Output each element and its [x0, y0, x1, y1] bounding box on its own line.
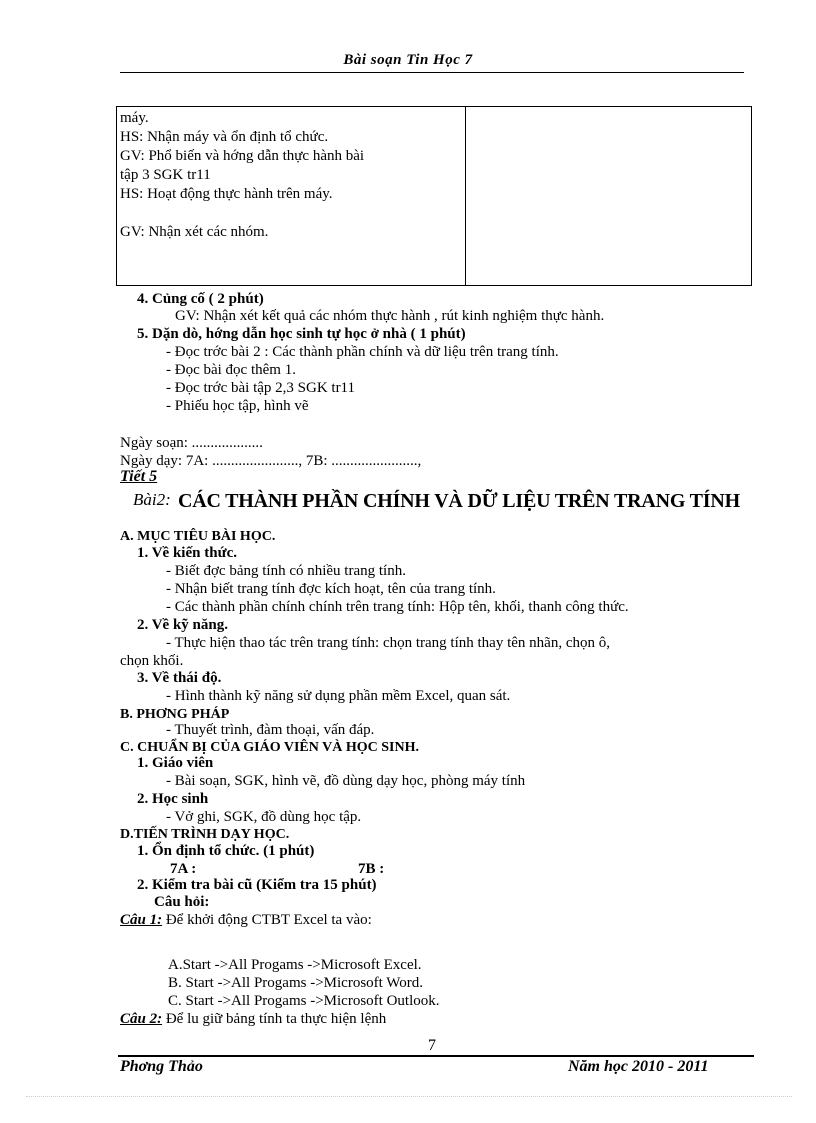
- partA-title: A. MỤC TIÊU BÀI HỌC.: [120, 529, 276, 544]
- class-7b: 7B :: [358, 861, 385, 877]
- tiet-label: Tiết 5: [120, 468, 158, 485]
- question-2: [120, 1010, 386, 1028]
- footer-year: Năm học 2010 - 2011: [568, 1058, 709, 1075]
- question-2-label: Câu 2:: [120, 1011, 163, 1027]
- ngay-soan: Ngày soạn: ...................: [120, 435, 263, 451]
- section5-item: - Đọc bài đọc thêm 1.: [166, 362, 296, 378]
- section5-item: - Phiếu học tập, hình vẽ: [166, 398, 309, 414]
- section4-title: 4. Củng cố ( 2 phút): [137, 291, 264, 307]
- header-rule: [120, 72, 744, 73]
- section5-item: - Đọc trớc bài 2 : Các thành phần chính và dữ liệu trên trang tính.: [166, 344, 559, 360]
- table-line: GV: Phổ biến và hớng dẫn thực hành bài: [120, 148, 365, 164]
- partD-title: D.TIẾN TRÌNH DẠY HỌC.: [120, 827, 290, 842]
- section4-line: GV: Nhận xét kết quả các nhóm thực hành , rút kinh nghiệm thực hành.: [175, 308, 605, 324]
- partA-s1-item: - Biết đợc bảng tính có nhiều trang tính.: [166, 563, 406, 579]
- partA-s2-line: chọn khối.: [120, 653, 184, 669]
- table-line: tập 3 SGK tr11: [120, 167, 211, 183]
- partA-s2-title: 2. Về kỹ năng.: [137, 617, 228, 633]
- ngay-day: Ngày dạy: 7A: ......................., 7B: .......................,: [120, 453, 422, 469]
- lesson-title: CÁC THÀNH PHẦN CHÍNH VÀ DỮ LIỆU TRÊN TRANG TÍNH: [178, 490, 740, 512]
- question-1: [120, 911, 372, 929]
- partB-title: B. PHƠNG PHÁP: [120, 707, 230, 722]
- table-column-divider: [465, 107, 466, 285]
- partA-s1-item: - Nhận biết trang tính đợc kích hoạt, tên của trang tính.: [166, 581, 496, 597]
- question-1-option: C. Start ->All Progams ->Microsoft Outlook.: [168, 993, 440, 1009]
- partC-s1-title: 1. Giáo viên: [137, 755, 214, 771]
- table-line: GV: Nhận xét các nhóm.: [120, 224, 269, 240]
- partC-title: C. CHUẨN BỊ CỦA GIÁO VIÊN VÀ HỌC SINH.: [120, 740, 419, 755]
- table-line: HS: Hoạt động thực hành trên máy.: [120, 186, 333, 202]
- page-number: 7: [428, 1037, 436, 1054]
- partC-s2-item: - Vở ghi, SGK, đồ dùng học tập.: [166, 809, 362, 825]
- partA-s1-item: - Các thành phần chính chính trên trang tính: Hộp tên, khối, thanh công thức.: [166, 599, 629, 615]
- table-line: HS: Nhận máy và ổn định tổ chức.: [120, 129, 329, 145]
- lesson-label: Bài2:: [133, 490, 171, 509]
- partA-s2-line: - Thực hiện thao tác trên trang tính: chọn trang tính thay tên nhãn, chọn ô,: [166, 635, 610, 651]
- partA-s1-title: 1. Về kiến thức.: [137, 545, 237, 561]
- footer-author: Phơng Thảo: [120, 1058, 203, 1075]
- partA-s3-item: - Hình thành kỹ năng sử dụng phần mềm Excel, quan sát.: [166, 688, 511, 704]
- class-7a: 7A :: [170, 861, 197, 877]
- questions-label: Câu hỏi:: [154, 894, 210, 910]
- partC-s2-title: 2. Học sinh: [137, 791, 209, 807]
- table-left-cell: [120, 109, 460, 242]
- partB-item: - Thuyết trình, đàm thoại, vấn đáp.: [166, 722, 375, 738]
- partA-s3-title: 3. Về thái độ.: [137, 670, 222, 686]
- partC-s1-item: - Bài soạn, SGK, hình vẽ, đồ dùng dạy học, phòng máy tính: [166, 773, 526, 789]
- question-1-option: A.Start ->All Progams ->Microsoft Excel.: [168, 957, 422, 973]
- question-1-text: Để khởi động CTBT Excel ta vào:: [162, 912, 372, 928]
- question-1-option: B. Start ->All Progams ->Microsoft Word.: [168, 975, 423, 991]
- page-bottom-border: [26, 1096, 792, 1097]
- partD-s1-title: 1. Ổn định tổ chức. (1 phút): [137, 843, 315, 859]
- table-line: máy.: [120, 110, 149, 126]
- partD-s2-title: 2. Kiểm tra bài cũ (Kiểm tra 15 phút): [137, 877, 377, 893]
- activity-table: [116, 106, 752, 286]
- section5-item: - Đọc trớc bài tập 2,3 SGK tr11: [166, 380, 356, 396]
- question-1-label: Câu 1:: [120, 912, 163, 928]
- question-2-text: Để lu giữ bảng tính ta thực hiện lệnh: [162, 1011, 387, 1027]
- header-title: Bài soạn Tin Học 7: [343, 52, 473, 68]
- section5-title: 5. Dặn dò, hớng dẫn học sinh tự học ở nhà ( 1 phút): [137, 326, 466, 342]
- footer-rule: [118, 1055, 754, 1057]
- table-line: [120, 204, 460, 223]
